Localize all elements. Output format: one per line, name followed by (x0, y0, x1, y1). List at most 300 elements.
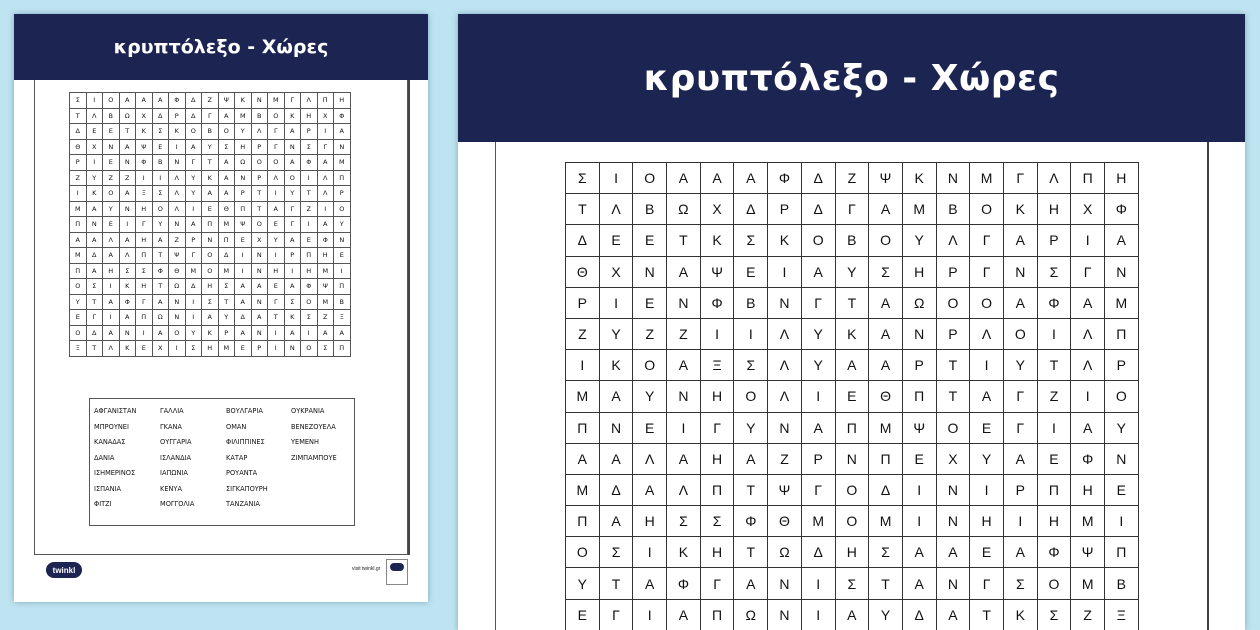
word-list-item: ΤΑΝΖΑΝΙΑ (226, 500, 260, 508)
zoomed-grid-cell: Υ (869, 599, 903, 630)
thumbnail-grid-cell: Ε (268, 217, 285, 233)
thumbnail-grid-cell: Ι (235, 263, 252, 279)
thumbnail-header (14, 14, 428, 80)
zoomed-grid-cell: Υ (835, 256, 869, 287)
thumbnail-grid-cell: Η (136, 201, 153, 217)
zoomed-grid-cell: Ε (835, 381, 869, 412)
thumbnail-grid-cell: Ρ (334, 186, 351, 202)
zoomed-grid-cell: Η (700, 443, 734, 474)
thumbnail-grid-cell: Δ (218, 248, 235, 264)
thumbnail-grid-cell: Σ (284, 294, 301, 310)
zoomed-grid-cell: Μ (869, 506, 903, 537)
thumbnail-grid-cell: Κ (136, 124, 153, 140)
thumbnail-grid-cell: Γ (268, 124, 285, 140)
zoomed-grid-cell: Χ (599, 256, 633, 287)
thumbnail-grid-cell: Τ (86, 341, 103, 357)
word-list-item: ΙΣΠΑΝΙΑ (94, 484, 121, 493)
zoomed-grid-cell: Ι (1003, 506, 1037, 537)
thumbnail-grid-cell: Α (119, 310, 136, 326)
zoomed-grid-cell: Ψ (902, 412, 936, 443)
zoomed-frame-left (495, 142, 496, 630)
zoomed-grid-cell: Α (667, 163, 701, 194)
thumbnail-grid-row (70, 341, 351, 357)
zoomed-grid-cell: Σ (1037, 256, 1071, 287)
zoomed-grid-cell: Η (835, 537, 869, 568)
thumbnail-grid-cell: Φ (317, 232, 334, 248)
zoomed-grid-cell: Γ (599, 599, 633, 630)
thumbnail-grid-cell: Κ (86, 186, 103, 202)
zoomed-grid-cell: Α (734, 568, 768, 599)
word-list-column (291, 404, 355, 520)
thumbnail-grid-cell: Υ (334, 217, 351, 233)
thumbnail-grid-cell: Ζ (301, 201, 318, 217)
thumbnail-grid-cell: Π (317, 93, 334, 109)
thumbnail-letter-grid (69, 92, 351, 357)
zoomed-grid-cell: Υ (599, 318, 633, 349)
zoomed-grid-cell: Α (1003, 443, 1037, 474)
thumbnail-grid-cell: Τ (152, 248, 169, 264)
thumbnail-grid-cell: Η (301, 108, 318, 124)
zoomed-grid-cell: Π (566, 412, 600, 443)
zoomed-grid-cell: Α (869, 194, 903, 225)
thumbnail-grid-cell: Ρ (169, 108, 186, 124)
zoomed-grid-cell: Ρ (768, 194, 802, 225)
thumbnail-grid-cell: Β (152, 155, 169, 171)
thumbnail-grid-cell: Ξ (70, 341, 87, 357)
zoomed-grid-cell: Λ (599, 194, 633, 225)
thumbnail-grid-row (70, 294, 351, 310)
zoomed-grid-cell: Α (667, 443, 701, 474)
zoomed-grid-cell: Ν (768, 568, 802, 599)
thumbnail-grid-cell: Α (218, 155, 235, 171)
zoomed-grid-row (566, 256, 1139, 287)
zoomed-grid-cell: Ψ (700, 256, 734, 287)
zoomed-grid-row (566, 474, 1139, 505)
zoomed-grid-cell: Μ (902, 194, 936, 225)
zoomed-grid-cell: Α (566, 443, 600, 474)
thumbnail-grid-cell: Θ (169, 263, 186, 279)
thumbnail-grid-cell: Σ (152, 124, 169, 140)
zoomed-grid-cell: Σ (566, 163, 600, 194)
thumbnail-grid-cell: Ζ (169, 232, 186, 248)
thumbnail-grid-cell: Μ (235, 108, 252, 124)
thumbnail-grid-cell: Ρ (251, 170, 268, 186)
thumbnail-grid-cell: Ν (334, 139, 351, 155)
zoomed-grid-cell: Σ (1003, 568, 1037, 599)
zoomed-grid-cell: Υ (801, 350, 835, 381)
thumbnail-grid-cell: Δ (185, 279, 202, 295)
thumbnail-grid-cell: Π (235, 201, 252, 217)
thumbnail-grid-cell: Ζ (103, 170, 120, 186)
thumbnail-grid-cell: Ν (169, 310, 186, 326)
zoomed-grid-cell: Ν (1003, 256, 1037, 287)
zoomed-grid-cell: Ι (633, 537, 667, 568)
thumbnail-grid-cell: Ο (218, 124, 235, 140)
thumbnail-title: κρυπτόλεξο - Χώρες (113, 36, 329, 58)
thumbnail-grid-cell: Ν (251, 325, 268, 341)
zoomed-grid-cell: Τ (970, 599, 1004, 630)
thumbnail-grid-cell: Ζ (202, 93, 219, 109)
zoomed-grid-cell: Γ (1003, 412, 1037, 443)
thumbnail-grid-cell: Ε (268, 279, 285, 295)
thumbnail-grid-row (70, 155, 351, 171)
zoomed-grid-cell: Β (835, 225, 869, 256)
thumbnail-grid-cell: Λ (169, 170, 186, 186)
thumbnail-grid-cell: Α (152, 93, 169, 109)
zoomed-grid-cell: Μ (1071, 506, 1105, 537)
zoomed-grid-cell: Π (700, 474, 734, 505)
thumbnail-grid-cell: Υ (185, 186, 202, 202)
zoomed-grid-cell: Γ (801, 474, 835, 505)
zoomed-grid-row (566, 287, 1139, 318)
thumbnail-grid-cell: Ρ (185, 232, 202, 248)
word-list-item: ΓΚΑΝΑ (160, 422, 182, 431)
zoomed-grid-cell: Κ (599, 350, 633, 381)
zoomed-grid-cell: Λ (768, 350, 802, 381)
zoomed-grid-cell: Α (599, 381, 633, 412)
zoomed-grid-cell: Ε (1105, 474, 1139, 505)
thumbnail-grid-cell: Δ (235, 310, 252, 326)
zoomed-grid-cell: Α (667, 256, 701, 287)
zoomed-grid-cell: Τ (566, 194, 600, 225)
thumbnail-grid-cell: Τ (268, 310, 285, 326)
word-list-item: ΦΙΛΙΠΠΙΝΕΣ (226, 438, 265, 446)
word-list-item: ΙΑΠΩΝΙΑ (160, 469, 188, 477)
thumbnail-grid-cell: Γ (268, 294, 285, 310)
zoomed-grid-cell: Α (801, 256, 835, 287)
thumbnail-grid-cell: Ψ (218, 93, 235, 109)
zoomed-grid-cell: Θ (869, 381, 903, 412)
thumbnail-grid-cell: Α (119, 93, 136, 109)
zoomed-grid-cell: Α (1071, 287, 1105, 318)
zoomed-grid-cell: Ρ (566, 287, 600, 318)
thumbnail-grid-cell: Λ (119, 248, 136, 264)
thumbnail-grid-cell: Α (251, 279, 268, 295)
thumbnail-grid-cell: Ε (70, 310, 87, 326)
zoomed-grid-cell: Ι (902, 474, 936, 505)
thumbnail-grid-row (70, 139, 351, 155)
thumbnail-grid-cell: Υ (86, 170, 103, 186)
zoomed-grid-cell: Ι (1037, 412, 1071, 443)
thumbnail-grid-cell: Ι (103, 310, 120, 326)
zoomed-grid-cell: Ξ (700, 350, 734, 381)
zoomed-grid-cell: Τ (599, 568, 633, 599)
zoomed-grid-cell: Σ (599, 537, 633, 568)
thumbnail-grid-cell: Ι (334, 263, 351, 279)
zoomed-grid-cell: Α (1071, 412, 1105, 443)
thumbnail-grid-cell: Α (235, 325, 252, 341)
zoomed-grid-cell: Σ (734, 225, 768, 256)
thumbnail-grid-cell: Γ (284, 217, 301, 233)
thumbnail-grid-cell: Α (235, 279, 252, 295)
zoomed-grid-cell: Τ (936, 381, 970, 412)
word-list-item: ΡΟΥΑΝΤΑ (226, 469, 258, 477)
zoomed-grid-cell: Γ (970, 225, 1004, 256)
word-list-item: ΟΥΓΓΑΡΙΑ (160, 438, 192, 446)
zoomed-grid-cell: Α (936, 537, 970, 568)
zoomed-grid-cell: Π (1037, 474, 1071, 505)
thumbnail-grid-cell: Ε (136, 341, 153, 357)
thumbnail-grid-cell: Υ (152, 217, 169, 233)
zoomed-grid-cell: Η (1105, 163, 1139, 194)
thumbnail-grid-cell: Α (334, 325, 351, 341)
zoomed-grid-cell: Χ (700, 194, 734, 225)
zoomed-grid-cell: Σ (869, 256, 903, 287)
zoomed-grid-cell: Ρ (936, 318, 970, 349)
zoomed-grid-cell: Ν (936, 163, 970, 194)
zoomed-grid-cell: Γ (1071, 256, 1105, 287)
worksheet-thumbnail (14, 14, 428, 602)
zoomed-grid-cell: Π (902, 381, 936, 412)
zoomed-grid-cell: Α (869, 350, 903, 381)
quality-badge-icon (386, 559, 408, 585)
zoomed-grid-cell: Φ (667, 568, 701, 599)
zoomed-grid-cell: Α (936, 599, 970, 630)
thumbnail-grid-cell: Ν (251, 294, 268, 310)
thumbnail-grid-cell: Τ (152, 279, 169, 295)
thumbnail-grid-cell: Α (185, 139, 202, 155)
zoomed-grid-row (566, 318, 1139, 349)
zoomed-grid-cell: Υ (1003, 350, 1037, 381)
thumbnail-grid-cell: Γ (317, 139, 334, 155)
thumbnail-grid-cell: Ν (119, 201, 136, 217)
zoomed-grid-cell: Υ (902, 225, 936, 256)
zoomed-grid-cell: Ο (1003, 318, 1037, 349)
thumbnail-grid-cell: Α (235, 294, 252, 310)
zoomed-grid-cell: Ε (633, 412, 667, 443)
zoomed-grid-cell: Ι (700, 318, 734, 349)
thumbnail-grid-cell: Ρ (218, 325, 235, 341)
word-list-item: ΔΑΝΙΑ (94, 453, 115, 462)
thumbnail-grid-cell: Α (284, 279, 301, 295)
thumbnail-grid-cell: Ψ (317, 279, 334, 295)
zoomed-grid-cell: Τ (936, 350, 970, 381)
zoomed-grid-cell: Υ (1105, 412, 1139, 443)
thumbnail-grid-cell: Η (136, 279, 153, 295)
zoomed-grid-row (566, 381, 1139, 412)
thumbnail-grid-cell: Γ (268, 139, 285, 155)
thumbnail-grid-cell: Μ (317, 263, 334, 279)
zoomed-grid-cell: Ν (936, 506, 970, 537)
zoomed-grid-cell: Κ (902, 163, 936, 194)
thumbnail-grid-cell: Ρ (284, 248, 301, 264)
zoomed-grid-cell: Α (970, 381, 1004, 412)
thumbnail-grid-cell: Τ (251, 186, 268, 202)
thumbnail-grid-cell: Ω (169, 279, 186, 295)
zoomed-grid-cell: Λ (970, 318, 1004, 349)
thumbnail-grid-cell: Α (136, 93, 153, 109)
thumbnail-grid-cell: Δ (86, 248, 103, 264)
zoomed-grid-cell: Η (700, 381, 734, 412)
thumbnail-grid-cell: Α (218, 108, 235, 124)
zoomed-grid-row (566, 412, 1139, 443)
zoomed-grid-cell: Ι (1071, 225, 1105, 256)
word-list-item: ΓΑΛΛΙΑ (160, 407, 184, 415)
thumbnail-grid-cell: Ο (301, 294, 318, 310)
zoomed-grid-cell: Ο (936, 412, 970, 443)
zoomed-grid-cell: Φ (1071, 443, 1105, 474)
thumbnail-grid-cell: Α (119, 186, 136, 202)
thumbnail-grid-cell: Η (317, 248, 334, 264)
thumbnail-grid-cell: Β (334, 294, 351, 310)
thumbnail-grid-row (70, 186, 351, 202)
thumbnail-grid-row (70, 279, 351, 295)
thumbnail-grid-cell: Λ (86, 108, 103, 124)
zoomed-grid-cell: Η (1071, 474, 1105, 505)
thumbnail-grid-cell: Υ (218, 310, 235, 326)
thumbnail-grid-cell: Ψ (169, 248, 186, 264)
thumbnail-grid-cell: Χ (317, 108, 334, 124)
word-list-item: ΖΙΜΠΑΜΠΟΥΕ (291, 453, 337, 462)
thumbnail-grid-cell: Ε (103, 217, 120, 233)
zoomed-grid-cell: Ο (869, 225, 903, 256)
zoomed-grid-cell: Ν (633, 256, 667, 287)
zoomed-grid-cell: Ψ (768, 474, 802, 505)
zoomed-grid-cell: Α (1105, 225, 1139, 256)
zoomed-grid-cell: Γ (1003, 163, 1037, 194)
thumbnail-grid-cell: Ι (169, 341, 186, 357)
zoomed-grid-cell: Ω (667, 194, 701, 225)
word-list-box (89, 398, 355, 526)
zoomed-grid-cell: Τ (1037, 350, 1071, 381)
thumbnail-grid-cell: Ο (202, 248, 219, 264)
twinkl-logo-text: twinkl (52, 565, 76, 575)
zoomed-grid-cell: Μ (566, 381, 600, 412)
zoomed-grid-cell: Τ (734, 537, 768, 568)
thumbnail-grid-cell: Φ (152, 263, 169, 279)
zoomed-grid-cell: Δ (902, 599, 936, 630)
thumbnail-grid-cell: Κ (284, 108, 301, 124)
worksheet-zoomed (458, 14, 1245, 630)
zoomed-grid-cell: Π (1071, 163, 1105, 194)
thumbnail-grid-cell: Β (251, 108, 268, 124)
zoomed-grid-row (566, 225, 1139, 256)
thumbnail-grid-cell: Υ (284, 186, 301, 202)
thumbnail-grid-cell: Π (136, 248, 153, 264)
thumbnail-grid-cell: Υ (185, 325, 202, 341)
thumbnail-grid-cell: Φ (334, 108, 351, 124)
zoomed-grid-cell: Γ (970, 256, 1004, 287)
zoomed-grid-cell: Ο (1105, 381, 1139, 412)
zoomed-grid-cell: Ε (633, 225, 667, 256)
thumbnail-grid-cell: Α (317, 325, 334, 341)
zoomed-grid-cell: Υ (801, 318, 835, 349)
thumbnail-grid-cell: Ι (301, 217, 318, 233)
zoomed-grid-cell: Ρ (1037, 225, 1071, 256)
thumbnail-grid-cell: Η (136, 232, 153, 248)
thumbnail-grid-cell: Α (119, 139, 136, 155)
thumbnail-grid-cell: Α (152, 325, 169, 341)
thumbnail-grid-cell: Ο (152, 201, 169, 217)
zoomed-grid-cell: Θ (768, 506, 802, 537)
zoomed-grid-cell: Π (700, 599, 734, 630)
zoomed-letter-grid (565, 162, 1139, 630)
thumbnail-grid-cell: Υ (235, 124, 252, 140)
thumbnail-grid-cell: Η (103, 263, 120, 279)
zoomed-grid-cell: Λ (1071, 318, 1105, 349)
thumbnail-grid-cell: Σ (185, 341, 202, 357)
thumbnail-grid-cell: Λ (169, 186, 186, 202)
zoomed-grid-cell: Ι (801, 599, 835, 630)
zoomed-grid-cell: Ν (835, 443, 869, 474)
zoomed-grid-cell: Ω (768, 537, 802, 568)
zoomed-grid-cell: Ο (970, 194, 1004, 225)
thumbnail-grid-cell: Ε (103, 124, 120, 140)
thumbnail-grid-cell: Β (103, 108, 120, 124)
zoomed-grid-cell: Κ (667, 537, 701, 568)
thumbnail-grid-cell: Ο (202, 263, 219, 279)
thumbnail-grid-cell: Α (86, 232, 103, 248)
zoomed-grid-cell: Ζ (1037, 381, 1071, 412)
thumbnail-grid-cell: Ο (251, 217, 268, 233)
thumbnail-grid-cell: Ι (185, 201, 202, 217)
thumbnail-grid-cell: Ο (334, 201, 351, 217)
zoomed-grid-cell: Ν (768, 599, 802, 630)
thumbnail-grid-cell: Γ (136, 217, 153, 233)
thumbnail-grid-cell: Δ (86, 325, 103, 341)
zoomed-grid-cell: Ι (1037, 318, 1071, 349)
thumbnail-grid-cell: Υ (103, 201, 120, 217)
thumbnail-grid-row (70, 124, 351, 140)
thumbnail-grid-cell: Ξ (136, 186, 153, 202)
zoomed-grid-cell: Μ (1105, 287, 1139, 318)
thumbnail-grid-cell: Ι (136, 325, 153, 341)
thumbnail-grid-cell: Υ (185, 170, 202, 186)
thumbnail-grid-cell: Σ (136, 263, 153, 279)
thumbnail-grid-cell: Θ (70, 139, 87, 155)
thumbnail-grid-cell: Α (202, 310, 219, 326)
thumbnail-grid-cell: Δ (70, 124, 87, 140)
thumbnail-grid-cell: Α (152, 232, 169, 248)
visit-link-text: visit twinkl.gr (352, 566, 381, 572)
zoomed-grid-cell: Α (633, 568, 667, 599)
thumbnail-grid-cell: Π (70, 263, 87, 279)
word-list-item: ΙΣΛΑΝΔΙΑ (160, 453, 192, 462)
thumbnail-grid-cell: Α (70, 232, 87, 248)
zoomed-grid-row (566, 194, 1139, 225)
thumbnail-grid-cell: Χ (86, 139, 103, 155)
thumbnail-grid-cell: Ν (235, 170, 252, 186)
thumbnail-grid-cell: Τ (119, 124, 136, 140)
zoomed-grid-row (566, 350, 1139, 381)
thumbnail-grid-cell: Φ (301, 155, 318, 171)
thumbnail-grid-cell: Α (86, 263, 103, 279)
thumbnail-grid-cell: Ε (103, 155, 120, 171)
zoomed-grid-cell: Δ (734, 194, 768, 225)
zoomed-grid-cell: Α (700, 163, 734, 194)
zoomed-grid-cell: Η (1037, 506, 1071, 537)
zoomed-grid-cell: Ε (902, 443, 936, 474)
thumbnail-grid-cell: Υ (268, 232, 285, 248)
thumbnail-grid-cell: Ν (251, 263, 268, 279)
thumbnail-grid-cell: Ν (86, 217, 103, 233)
thumbnail-grid-cell: Ε (235, 341, 252, 357)
thumbnail-grid-cell: Μ (334, 155, 351, 171)
thumbnail-grid-cell: Κ (202, 325, 219, 341)
thumbnail-grid-cell: Υ (202, 139, 219, 155)
zoomed-grid-cell: Α (1003, 537, 1037, 568)
thumbnail-grid-cell: Ρ (235, 186, 252, 202)
zoomed-grid-cell: Ζ (768, 443, 802, 474)
word-list-item: ΙΣΗΜΕΡΙΝΟΣ (94, 469, 136, 477)
zoomed-grid-cell: Υ (566, 568, 600, 599)
zoomed-title: κρυπτόλεξο - Χώρες (643, 57, 1060, 99)
zoomed-grid-cell: Γ (700, 412, 734, 443)
zoomed-grid-cell: Ο (936, 287, 970, 318)
thumbnail-grid-cell: Π (136, 310, 153, 326)
zoomed-grid-cell: Α (801, 412, 835, 443)
zoomed-grid-cell: Μ (970, 163, 1004, 194)
